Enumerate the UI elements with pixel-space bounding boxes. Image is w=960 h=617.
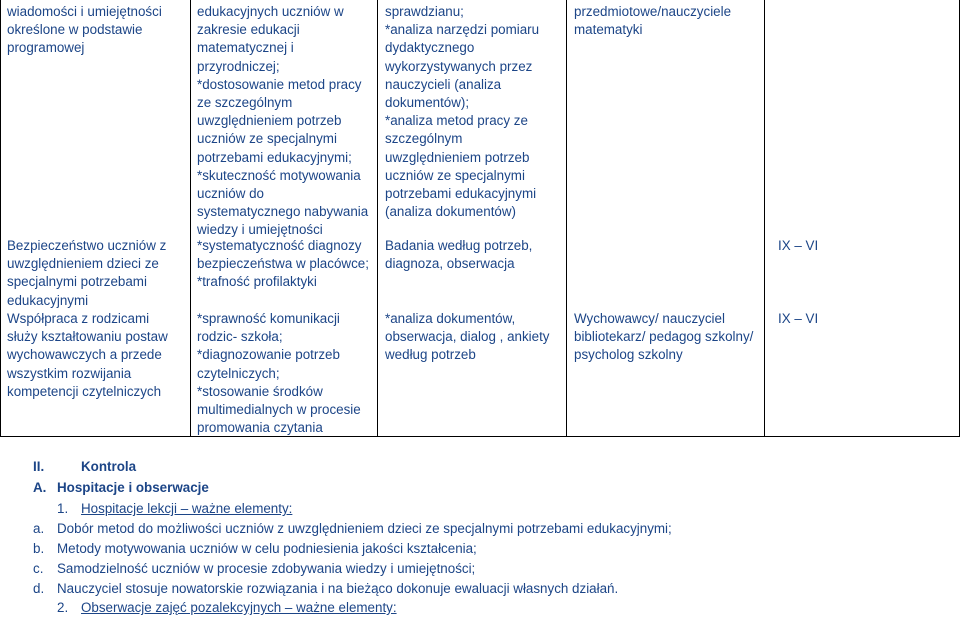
item-title: Obserwacje zajęć pozalekcyjnych – ważne elementy:: [81, 600, 397, 615]
table-cell: Badania według potrzeb, diagnoza, obserwacja: [385, 238, 533, 272]
column-divider: [190, 0, 191, 437]
table-cell: wiadomości i umiejętności określone w podstawie programowej: [7, 4, 162, 56]
table-cell: IX – VI: [778, 238, 819, 253]
list-letter: a.: [33, 521, 45, 536]
subsection-letter: A.: [33, 480, 47, 495]
item-title: Hospitacje lekcji – ważne elementy:: [81, 501, 293, 516]
section-number: II.: [33, 459, 45, 474]
table-cell: *analiza dokumentów, obserwacja, dialog , ankiety według potrzeb: [385, 311, 550, 363]
table-border-left: [0, 0, 1, 437]
table-cell: edukacyjnych uczniów w zakresie edukacji matematycznej i przyrodniczej; *dostosowanie metod pracy ze szczególnym uwzględnieniem potrzeb uczniów ze specjalnymi potrzebami edukacyjnymi; *skuteczność motywowania uczniów do systematycznego nabywania wiedzy i umiejętności: [197, 4, 369, 238]
list-letter: b.: [33, 541, 45, 556]
list-letter: d.: [33, 581, 45, 596]
item-number: 2.: [57, 600, 69, 615]
column-divider: [566, 0, 567, 437]
table-cell: przedmiotowe/nauczyciele matematyki: [574, 4, 732, 38]
table-cell: *systematyczność diagnozy bezpieczeństwa w placówce; *trafność profilaktyki: [197, 238, 369, 290]
list-item: Nauczyciel stosuje nowatorskie rozwiązania i na bieżąco dokonuje ewaluacji własnych działań.: [57, 581, 619, 596]
column-divider: [764, 0, 765, 437]
list-item: Dobór metod do możliwości uczniów z uwzględnieniem dzieci ze specjalnymi potrzebami edukacyjnymi;: [57, 521, 672, 536]
table-cell: Wychowawcy/ nauczyciel bibliotekarz/ pedagog szkolny/ psycholog szkolny: [574, 311, 754, 363]
table-cell: *sprawność komunikacji rodzic- szkoła; *diagnozowanie potrzeb czytelniczych; *stosowanie środków multimedialnych w procesie promowania czytania: [197, 311, 361, 436]
table-cell: IX – VI: [778, 311, 819, 326]
section-title: Kontrola: [81, 459, 137, 474]
table-cell: Współpraca z rodzicami służy kształtowaniu postaw wychowawczych a przede wszystkim rozwijania kompetencji czytelniczych: [7, 311, 168, 399]
list-letter: c.: [33, 561, 44, 576]
subsection-title: Hospitacje i obserwacje: [57, 480, 209, 495]
item-number: 1.: [57, 501, 69, 516]
table-cell: Bezpieczeństwo uczniów z uwzględnieniem dzieci ze specjalnymi potrzebami edukacyjnymi: [7, 238, 167, 308]
list-item: Metody motywowania uczniów w celu podniesienia jakości kształcenia;: [57, 541, 477, 556]
list-item: Samodzielność uczniów w procesie zdobywania wiedzy i umiejętności;: [57, 561, 476, 576]
table-border-bottom: [0, 436, 960, 437]
table-cell: sprawdzianu; *analiza narzędzi pomiaru dydaktycznego wykorzystywanych przez nauczycieli (analiza dokumentów); *analiza metod pracy ze szczególnym uwzględnieniem potrzeb uczniów ze specjalnymi potrzebami edukacyjnymi (analiza dokumentów): [385, 4, 540, 220]
column-divider: [377, 0, 378, 437]
